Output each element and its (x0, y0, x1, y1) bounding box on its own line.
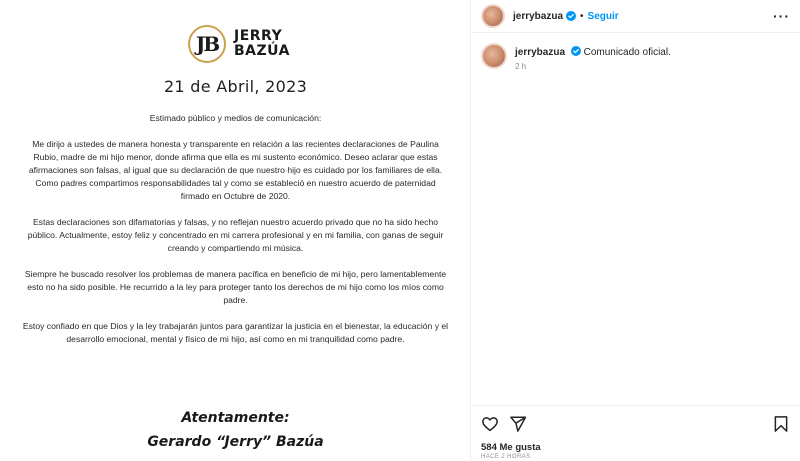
jerry-bazua-logo (188, 22, 298, 66)
statement-paragraph: Me dirijo a ustedes de manera honesta y transparente en relación a las recientes declaraciones de Paulina Rubio, madre de mi hijo menor, donde afirma que ella es mi sustento económico. Deseo aclarar que estas afirmaciones son falsas, al igual que su declaración de que nuestro hijo es cuidado por los familiares de ella. Como padres compartimos responsabilidades tal y como se estableció en nuestro acuerdo de paternidad firmado en Octubre de 2020. (28, 139, 443, 201)
post-sidebar (471, 0, 800, 461)
post-actions-bar (471, 405, 800, 460)
verified-badge-icon (566, 11, 576, 21)
statement-body (20, 112, 451, 359)
statement-greeting: Estimado público y medios de comunicación: (149, 113, 322, 123)
statement-date: 21 de Abril, 2023 (163, 77, 308, 96)
follow-button[interactable]: Seguir (587, 10, 619, 22)
post-header (471, 0, 800, 33)
verified-badge-icon (571, 46, 581, 56)
logo-monogram: JB (188, 25, 226, 63)
send-icon[interactable] (509, 415, 527, 433)
caption-text: Comunicado oficial. (583, 47, 671, 58)
header-separator: • (580, 10, 584, 22)
statement-paragraph: Estas declaraciones son difamatorias y falsas, y no reflejan nuestro acuerdo privado que no ha sido hecho público. Actualmente, estoy feliz y concentrado en mi carrera profesional y en mi familia, con ganas de seguir creando y compartiendo mi música. (27, 217, 444, 253)
avatar[interactable] (481, 4, 505, 28)
statement-paragraph: Siempre he buscado resolver los problemas de manera pacífica en beneficio de mi hijo, pero lamentablemente esto no ha sido posible. He recurrido a la ley para proteger tanto los derechos de mi hijo como los míos como padre. (24, 269, 447, 305)
more-options-icon[interactable]: ··· (773, 8, 790, 24)
heart-icon[interactable] (481, 415, 499, 433)
caption-username[interactable]: jerrybazua (515, 47, 566, 58)
likes-count[interactable]: 584 Me gusta (481, 442, 541, 453)
statement-signature: Gerardo “Jerry” Bazúa (147, 434, 324, 450)
caption-body (515, 43, 671, 71)
post-actions (481, 414, 790, 434)
logo-wordmark (234, 29, 290, 59)
logo-line-2: BAZÚA (234, 43, 290, 59)
caption-avatar[interactable] (481, 43, 507, 69)
bookmark-icon[interactable] (772, 415, 790, 433)
statement-closing: Atentamente: (181, 410, 290, 426)
header-username[interactable]: jerrybazua (513, 10, 564, 22)
caption-timestamp[interactable]: 2 h (515, 62, 527, 71)
logo-line-1: JERRY (234, 28, 283, 44)
post-caption (471, 33, 800, 81)
statement-sign-off (0, 406, 471, 454)
posted-time[interactable]: HACE 2 HORAS (481, 454, 531, 460)
statement-paragraph: Estoy confiado en que Dios y la ley trabajarán juntos para garantizar la justicia en el bienestar, la educación y el desarrollo emocional, mental y físico de mi hijo, así como en mi tranquilidad como padre. (22, 321, 449, 344)
caption-line (515, 46, 671, 58)
